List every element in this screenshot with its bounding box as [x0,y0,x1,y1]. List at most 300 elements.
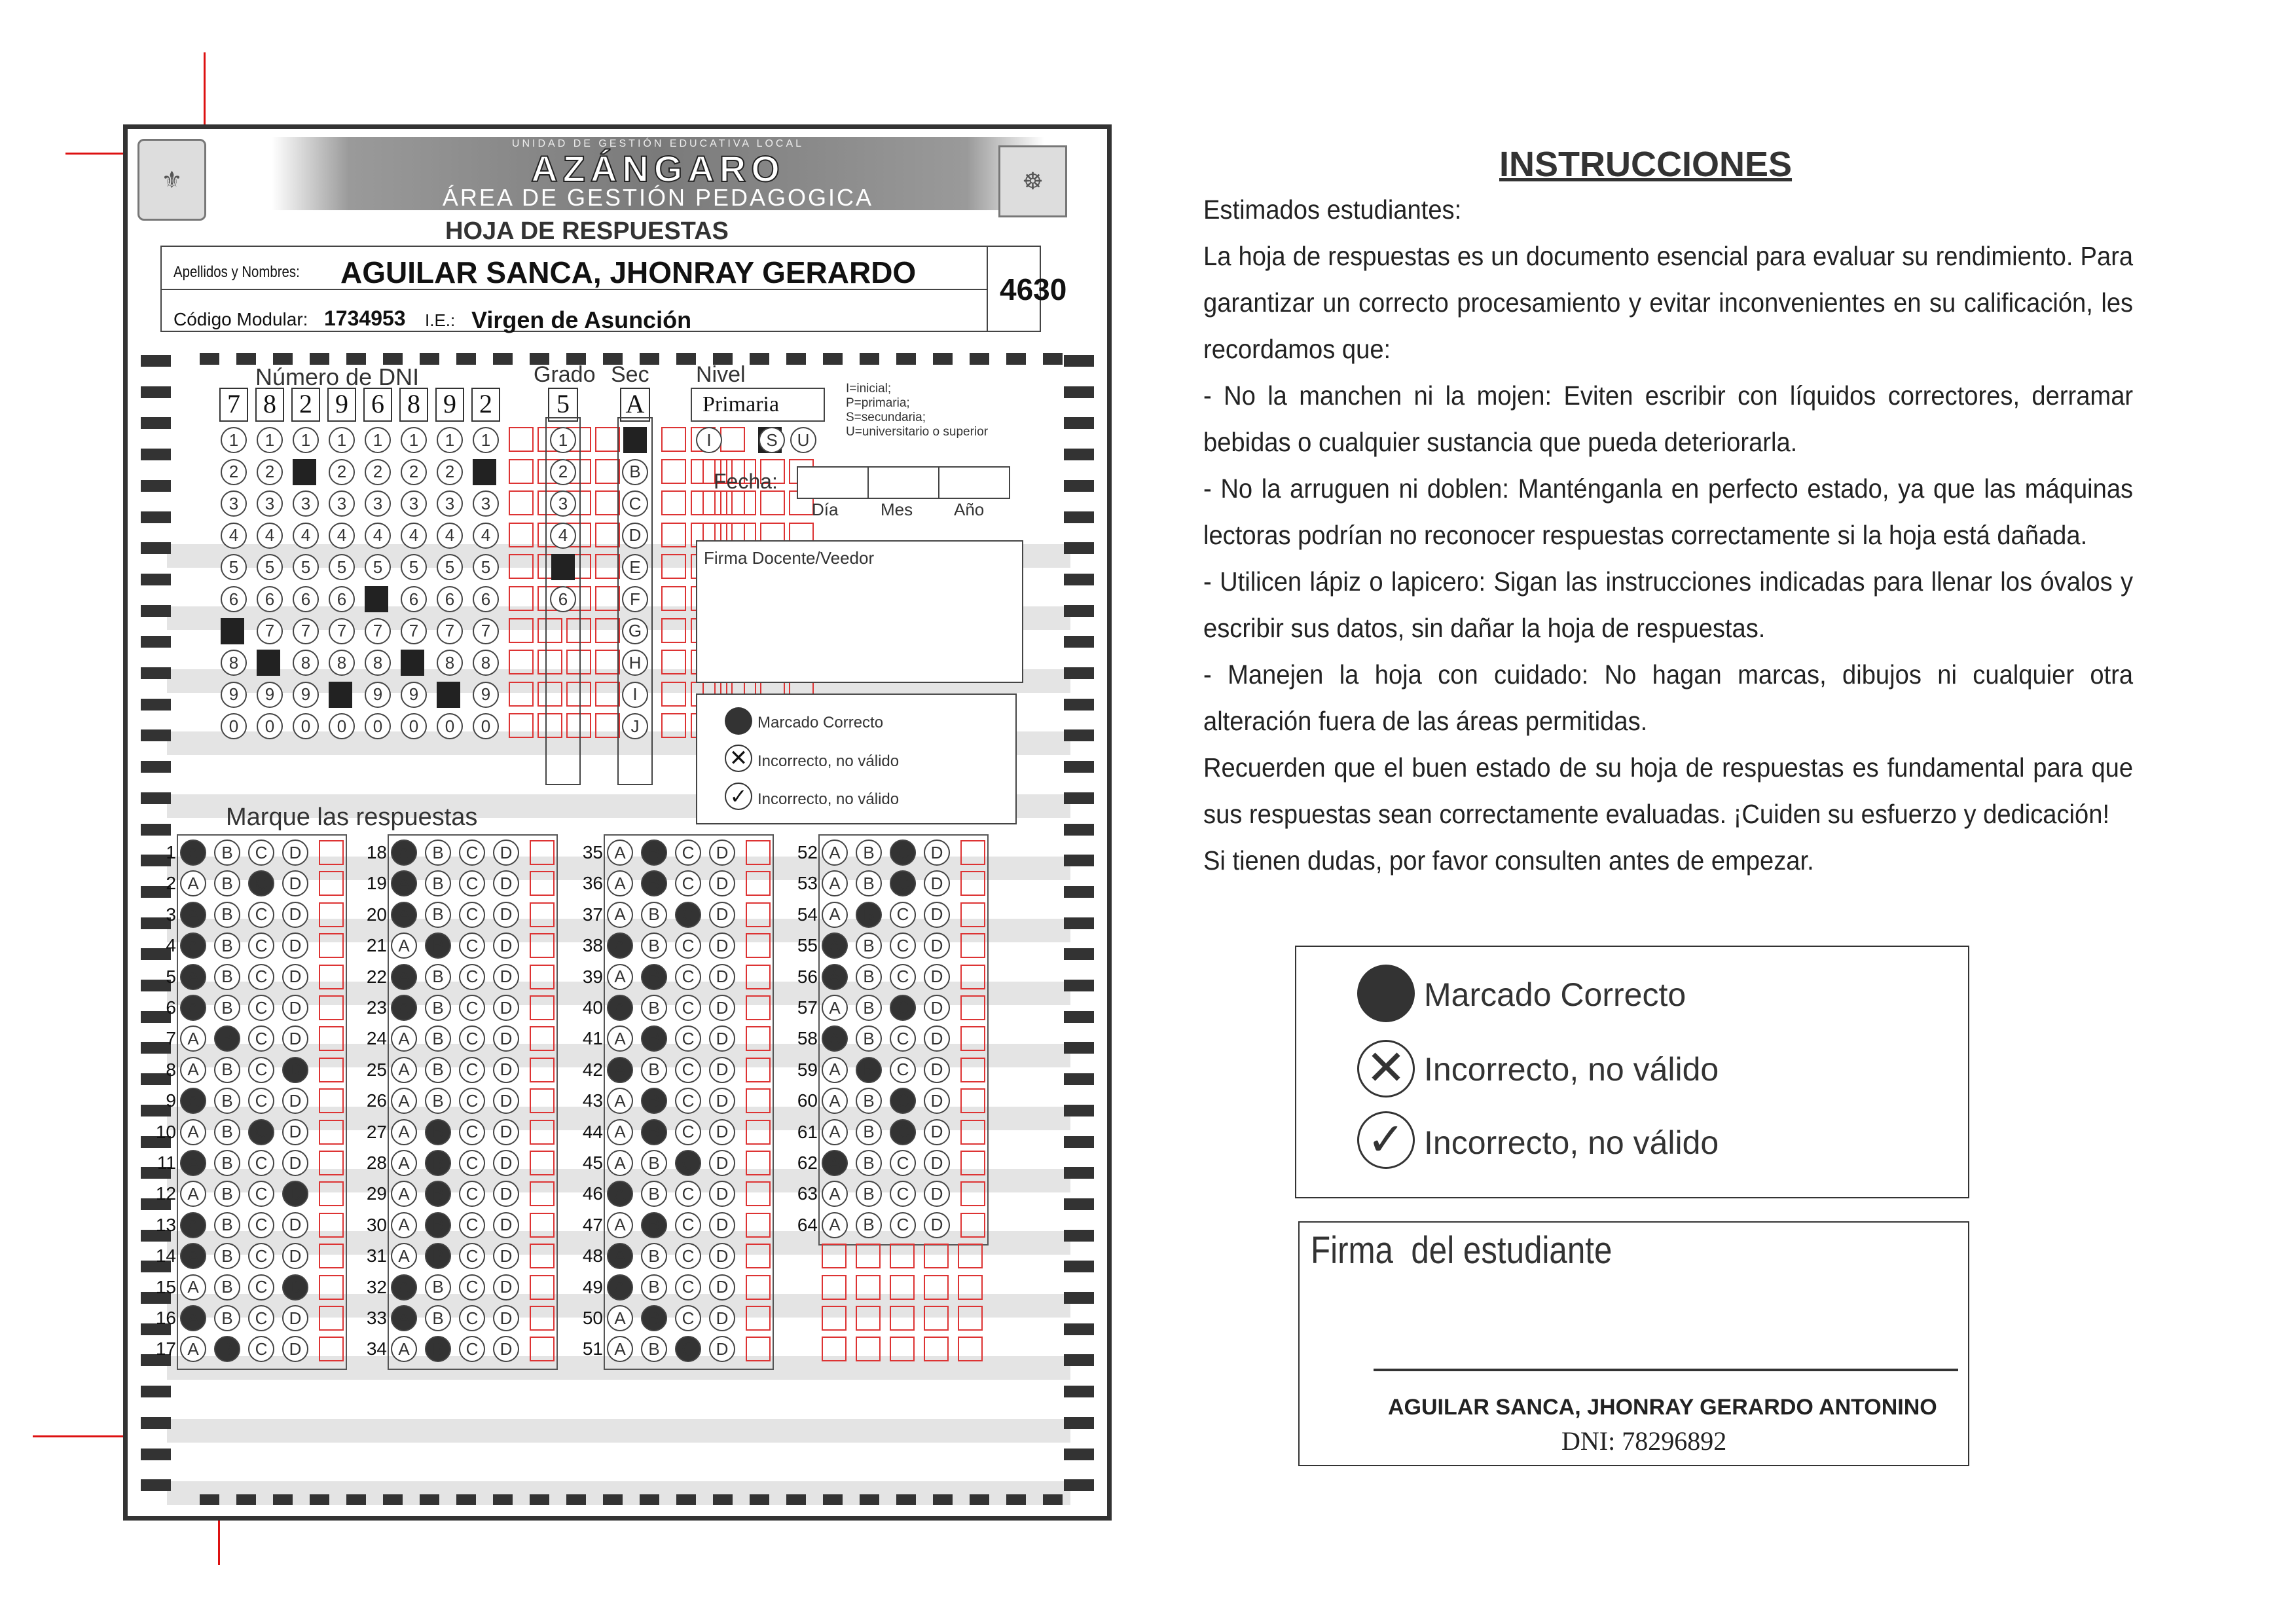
answer-bubble[interactable]: D [709,902,735,928]
answer-bubble-filled[interactable]: B [641,840,667,866]
answer-bubble-filled[interactable]: A [180,1212,206,1238]
answer-bubble[interactable]: D [924,902,950,928]
fecha-month-box[interactable] [867,466,939,499]
answer-bubble-filled[interactable]: A [607,1057,633,1083]
answer-bubble[interactable]: D [282,1119,308,1145]
answer-bubble[interactable]: C [675,1243,701,1269]
dni-bubble[interactable]: 0 [401,713,427,739]
answer-bubble-filled[interactable]: C [890,840,916,866]
dni-bubble[interactable]: 5 [293,554,319,580]
answer-bubble-filled[interactable]: C [675,1336,701,1362]
dni-bubble[interactable]: 8 [365,650,391,676]
answer-bubble[interactable]: D [493,1305,519,1331]
answer-bubble-filled[interactable]: A [180,932,206,959]
answer-bubble[interactable]: D [493,932,519,959]
sec-value-box[interactable]: A [620,388,650,422]
dni-bubble[interactable]: 0 [365,713,391,739]
answer-bubble[interactable]: B [641,932,667,959]
answer-bubble[interactable]: C [459,1243,485,1269]
dni-bubble[interactable]: 7 [257,618,283,644]
answer-bubble[interactable]: C [675,995,701,1021]
dni-bubble[interactable]: 0 [437,713,463,739]
answer-bubble-filled[interactable]: C [890,1088,916,1114]
answer-bubble[interactable]: D [493,840,519,866]
dni-digit-box[interactable]: 8 [399,388,428,422]
answer-bubble[interactable]: A [607,840,633,866]
dni-bubble[interactable]: 0 [293,713,319,739]
answer-bubble[interactable]: C [675,1212,701,1238]
answer-bubble[interactable]: A [822,902,848,928]
dni-bubble[interactable]: 6 [257,586,283,612]
answer-bubble[interactable]: D [709,1243,735,1269]
answer-bubble[interactable]: C [248,1150,274,1176]
answer-bubble[interactable]: D [924,1088,950,1114]
answer-bubble[interactable]: B [641,1274,667,1301]
answer-bubble[interactable]: A [607,1305,633,1331]
answer-bubble[interactable]: D [924,932,950,959]
answer-bubble[interactable]: D [709,995,735,1021]
answer-bubble[interactable]: B [214,1088,240,1114]
answer-bubble-filled[interactable]: A [607,1243,633,1269]
answer-bubble[interactable]: C [248,1057,274,1083]
dni-bubble[interactable]: 7 [473,618,499,644]
dni-bubble[interactable]: 5 [329,554,355,580]
answer-bubble-filled[interactable]: B [425,1150,451,1176]
answer-bubble[interactable]: C [890,1150,916,1176]
answer-bubble[interactable]: D [924,1119,950,1145]
answer-bubble[interactable]: C [248,995,274,1021]
answer-bubble-filled[interactable]: A [391,1274,417,1301]
answer-bubble[interactable]: B [641,1150,667,1176]
answer-bubble[interactable]: A [180,1057,206,1083]
answer-bubble[interactable]: C [459,995,485,1021]
dni-bubble[interactable]: 4 [257,523,283,549]
answer-bubble[interactable]: A [391,1119,417,1145]
answer-bubble-filled[interactable]: A [391,1305,417,1331]
answer-bubble[interactable]: B [425,902,451,928]
dni-bubble[interactable]: 2 [401,459,427,485]
answer-bubble[interactable]: D [282,902,308,928]
answer-bubble[interactable]: D [709,1057,735,1083]
dni-bubble[interactable]: 8 [329,650,355,676]
answer-bubble[interactable]: B [214,995,240,1021]
answer-bubble[interactable]: B [214,964,240,990]
answer-bubble[interactable]: D [709,1150,735,1176]
answer-bubble[interactable]: A [391,1212,417,1238]
answer-bubble-filled[interactable]: A [607,1274,633,1301]
dni-bubble[interactable]: 4 [401,523,427,549]
answer-bubble[interactable]: D [924,870,950,896]
answer-bubble[interactable]: B [425,1088,451,1114]
answer-bubble[interactable]: C [248,902,274,928]
answer-bubble[interactable]: A [391,1025,417,1052]
answer-bubble[interactable]: A [607,964,633,990]
answer-bubble[interactable]: B [214,1212,240,1238]
answer-bubble[interactable]: A [391,1150,417,1176]
answer-bubble[interactable]: B [856,1119,882,1145]
answer-bubble[interactable]: B [641,902,667,928]
grado-bubble[interactable]: 2 [550,459,576,485]
answer-bubble[interactable]: D [709,1088,735,1114]
answer-bubble-filled[interactable]: A [180,1305,206,1331]
answer-bubble[interactable]: D [493,870,519,896]
answer-bubble[interactable]: C [248,840,274,866]
answer-bubble[interactable]: A [607,1088,633,1114]
answer-bubble[interactable]: D [709,964,735,990]
answer-bubble-filled[interactable]: C [248,1119,274,1145]
answer-bubble[interactable]: C [459,1119,485,1145]
answer-bubble[interactable]: D [282,1212,308,1238]
dni-bubble[interactable]: 5 [437,554,463,580]
answer-bubble[interactable]: B [214,1181,240,1207]
answer-bubble[interactable]: A [180,1119,206,1145]
answer-bubble[interactable]: A [822,1088,848,1114]
answer-bubble-filled[interactable]: C [675,902,701,928]
answer-bubble-filled[interactable]: B [856,1057,882,1083]
dni-bubble[interactable]: 8 [293,650,319,676]
answer-bubble-filled[interactable]: A [607,932,633,959]
answer-bubble-filled[interactable]: A [607,1181,633,1207]
answer-bubble[interactable]: B [214,1119,240,1145]
answer-bubble[interactable]: B [641,995,667,1021]
answer-bubble-filled[interactable]: B [641,1212,667,1238]
dni-bubble[interactable]: 1 [437,427,463,453]
answer-bubble[interactable]: C [459,1181,485,1207]
dni-bubble[interactable]: 7 [365,618,391,644]
answer-bubble[interactable]: D [709,1336,735,1362]
answer-bubble[interactable]: C [675,1057,701,1083]
answer-bubble[interactable]: C [675,1119,701,1145]
dni-bubble-filled[interactable] [221,618,244,644]
answer-bubble-filled[interactable]: A [391,840,417,866]
answer-bubble[interactable]: A [822,1119,848,1145]
answer-bubble[interactable]: D [924,995,950,1021]
dni-bubble[interactable]: 3 [365,490,391,517]
answer-bubble[interactable]: A [822,840,848,866]
answer-bubble-filled[interactable]: A [391,870,417,896]
dni-digit-box[interactable]: 7 [219,388,248,422]
answer-bubble[interactable]: D [709,1212,735,1238]
dni-digit-box[interactable]: 9 [327,388,356,422]
dni-bubble[interactable]: 1 [401,427,427,453]
answer-bubble[interactable]: A [391,932,417,959]
dni-bubble-filled[interactable] [257,650,280,676]
dni-bubble-filled[interactable] [401,650,424,676]
answer-bubble[interactable]: A [822,995,848,1021]
answer-bubble-filled[interactable]: B [425,1212,451,1238]
answer-bubble[interactable]: A [607,1212,633,1238]
dni-bubble[interactable]: 5 [401,554,427,580]
answer-bubble[interactable]: C [459,1088,485,1114]
answer-bubble[interactable]: D [924,1057,950,1083]
sec-bubble[interactable]: I [622,682,648,708]
answer-bubble-filled[interactable]: C [248,870,274,896]
dni-bubble[interactable]: 1 [257,427,283,453]
answer-bubble[interactable]: B [214,932,240,959]
dni-bubble[interactable]: 2 [221,459,247,485]
dni-bubble[interactable]: 7 [401,618,427,644]
answer-bubble[interactable]: C [675,1088,701,1114]
dni-bubble[interactable]: 0 [329,713,355,739]
answer-bubble[interactable]: B [214,870,240,896]
answer-bubble[interactable]: A [607,1119,633,1145]
answer-bubble[interactable]: A [607,1336,633,1362]
answer-bubble[interactable]: D [709,932,735,959]
answer-bubble[interactable]: C [890,964,916,990]
answer-bubble[interactable]: D [282,1025,308,1052]
dni-bubble[interactable]: 3 [221,490,247,517]
answer-bubble[interactable]: A [180,1336,206,1362]
dni-bubble[interactable]: 3 [401,490,427,517]
answer-bubble[interactable]: B [425,1025,451,1052]
answer-bubble[interactable]: B [214,1274,240,1301]
answer-bubble[interactable]: B [425,964,451,990]
answer-bubble[interactable]: C [248,1243,274,1269]
answer-bubble[interactable]: D [924,1025,950,1052]
answer-bubble[interactable]: B [425,1057,451,1083]
answer-bubble[interactable]: A [391,1243,417,1269]
dni-bubble[interactable]: 3 [293,490,319,517]
answer-bubble[interactable]: A [607,1150,633,1176]
dni-digit-box[interactable]: 6 [363,388,392,422]
answer-bubble-filled[interactable]: B [214,1025,240,1052]
answer-bubble[interactable]: B [856,1181,882,1207]
answer-bubble[interactable]: C [459,840,485,866]
dni-bubble[interactable]: 1 [329,427,355,453]
answer-bubble-filled[interactable]: A [180,840,206,866]
answer-bubble[interactable]: C [248,1181,274,1207]
dni-bubble[interactable]: 6 [473,586,499,612]
sec-bubble[interactable]: E [622,554,648,580]
answer-bubble[interactable]: B [641,1057,667,1083]
sec-bubble[interactable]: F [622,586,648,612]
fecha-year-box[interactable] [938,466,1010,499]
answer-bubble[interactable]: C [675,1274,701,1301]
answer-bubble-filled[interactable]: A [822,932,848,959]
answer-bubble[interactable]: A [822,1181,848,1207]
answer-bubble-filled[interactable]: C [890,870,916,896]
nivel-bubble[interactable]: I [696,427,722,453]
dni-digit-box[interactable]: 9 [435,388,464,422]
answer-bubble[interactable]: B [856,1150,882,1176]
answer-bubble[interactable]: C [890,1181,916,1207]
answer-bubble-filled[interactable]: B [425,1119,451,1145]
answer-bubble-filled[interactable]: A [180,1243,206,1269]
answer-bubble-filled[interactable]: C [890,1119,916,1145]
dni-bubble[interactable]: 1 [473,427,499,453]
answer-bubble[interactable]: D [709,1274,735,1301]
dni-bubble[interactable]: 9 [257,682,283,708]
answer-bubble[interactable]: A [391,1057,417,1083]
answer-bubble[interactable]: C [248,964,274,990]
dni-bubble[interactable]: 3 [437,490,463,517]
answer-bubble[interactable]: D [493,1336,519,1362]
answer-bubble[interactable]: D [709,840,735,866]
sec-bubble[interactable]: B [622,459,648,485]
dni-bubble[interactable]: 0 [221,713,247,739]
answer-bubble[interactable]: D [493,1025,519,1052]
answer-bubble[interactable]: D [709,1025,735,1052]
answer-bubble[interactable]: B [214,1057,240,1083]
answer-bubble[interactable]: B [641,1181,667,1207]
dni-bubble[interactable]: 7 [437,618,463,644]
answer-bubble[interactable]: A [607,1025,633,1052]
answer-bubble[interactable]: C [248,1305,274,1331]
answer-bubble[interactable]: C [890,1212,916,1238]
answer-bubble[interactable]: D [493,964,519,990]
grado-bubble[interactable]: 4 [550,523,576,549]
answer-bubble[interactable]: B [856,995,882,1021]
answer-bubble[interactable]: A [180,1181,206,1207]
answer-bubble[interactable]: D [493,902,519,928]
answer-bubble[interactable]: B [425,870,451,896]
answer-bubble[interactable]: C [890,1025,916,1052]
answer-bubble[interactable]: D [924,1181,950,1207]
answer-bubble-filled[interactable]: A [180,902,206,928]
answer-bubble[interactable]: D [493,1181,519,1207]
answer-bubble[interactable]: D [493,1057,519,1083]
answer-bubble[interactable]: D [493,1243,519,1269]
dni-bubble[interactable]: 5 [257,554,283,580]
answer-bubble[interactable]: D [282,995,308,1021]
answer-bubble[interactable]: C [459,1150,485,1176]
dni-bubble[interactable]: 5 [221,554,247,580]
answer-bubble[interactable]: D [924,964,950,990]
answer-bubble[interactable]: A [607,902,633,928]
answer-bubble[interactable]: B [641,1243,667,1269]
answer-bubble[interactable]: B [214,902,240,928]
dni-bubble[interactable]: 7 [293,618,319,644]
dni-bubble[interactable]: 3 [257,490,283,517]
dni-bubble-filled[interactable] [437,682,460,708]
answer-bubble-filled[interactable]: B [641,1119,667,1145]
dni-bubble[interactable]: 6 [221,586,247,612]
dni-bubble[interactable]: 2 [437,459,463,485]
answer-bubble[interactable]: C [675,1025,701,1052]
answer-bubble[interactable]: B [856,840,882,866]
answer-bubble-filled[interactable]: A [391,995,417,1021]
answer-bubble[interactable]: B [641,1336,667,1362]
answer-bubble[interactable]: C [459,1025,485,1052]
dni-bubble[interactable]: 6 [329,586,355,612]
dni-bubble-filled[interactable] [329,682,352,708]
answer-bubble[interactable]: C [675,840,701,866]
answer-bubble[interactable]: B [214,1150,240,1176]
answer-bubble[interactable]: D [493,1119,519,1145]
dni-bubble[interactable]: 6 [401,586,427,612]
answer-bubble[interactable]: D [924,1212,950,1238]
sec-bubble[interactable]: D [622,523,648,549]
dni-digit-box[interactable]: 2 [291,388,320,422]
answer-bubble-filled[interactable]: A [391,964,417,990]
answer-bubble-filled[interactable]: A [180,995,206,1021]
dni-bubble[interactable]: 9 [293,682,319,708]
dni-bubble[interactable]: 6 [293,586,319,612]
answer-bubble[interactable]: D [282,1336,308,1362]
answer-bubble[interactable]: D [924,840,950,866]
answer-bubble[interactable]: C [675,964,701,990]
answer-bubble[interactable]: C [248,932,274,959]
answer-bubble-filled[interactable]: A [607,995,633,1021]
answer-bubble[interactable]: B [856,1212,882,1238]
dni-bubble[interactable]: 5 [473,554,499,580]
answer-bubble[interactable]: D [709,870,735,896]
answer-bubble[interactable]: C [248,1025,274,1052]
answer-bubble[interactable]: D [493,1150,519,1176]
dni-bubble[interactable]: 7 [329,618,355,644]
answer-bubble[interactable]: D [493,1212,519,1238]
answer-bubble[interactable]: C [890,932,916,959]
answer-bubble[interactable]: B [856,932,882,959]
answer-bubble-filled[interactable]: A [822,1025,848,1052]
answer-bubble-filled[interactable]: A [180,1088,206,1114]
dni-bubble[interactable]: 6 [437,586,463,612]
grado-value-box[interactable]: 5 [548,388,578,422]
answer-bubble[interactable]: C [890,1057,916,1083]
answer-bubble-filled[interactable]: B [641,1305,667,1331]
answer-bubble[interactable]: A [822,1057,848,1083]
sec-bubble[interactable]: C [622,490,648,517]
dni-bubble[interactable]: 4 [221,523,247,549]
answer-bubble-filled[interactable]: A [822,1150,848,1176]
answer-bubble-filled[interactable]: A [180,1150,206,1176]
answer-bubble[interactable]: B [214,1243,240,1269]
answer-bubble[interactable]: C [248,1274,274,1301]
grado-bubble[interactable]: 1 [550,427,576,453]
dni-bubble-filled[interactable] [365,586,388,612]
answer-bubble[interactable]: A [822,1212,848,1238]
answer-bubble[interactable]: D [282,1305,308,1331]
dni-bubble[interactable]: 4 [329,523,355,549]
answer-bubble[interactable]: B [856,1088,882,1114]
dni-bubble-filled[interactable] [473,459,496,485]
dni-bubble[interactable]: 1 [365,427,391,453]
answer-bubble[interactable]: B [425,995,451,1021]
dni-bubble[interactable]: 8 [437,650,463,676]
answer-bubble[interactable]: C [459,932,485,959]
answer-bubble[interactable]: D [924,1150,950,1176]
answer-bubble[interactable]: C [459,902,485,928]
answer-bubble[interactable]: C [675,1181,701,1207]
dni-bubble[interactable]: 5 [365,554,391,580]
answer-bubble[interactable]: D [493,1088,519,1114]
dni-bubble[interactable]: 0 [257,713,283,739]
fecha-day-box[interactable] [797,466,869,499]
answer-bubble[interactable]: D [493,1274,519,1301]
nivel-bubble[interactable]: S [759,427,785,453]
answer-bubble[interactable]: B [425,1305,451,1331]
dni-bubble[interactable]: 0 [473,713,499,739]
dni-bubble[interactable]: 9 [365,682,391,708]
dni-bubble[interactable]: 2 [257,459,283,485]
answer-bubble[interactable]: D [282,840,308,866]
answer-bubble[interactable]: B [425,1274,451,1301]
answer-bubble[interactable]: D [282,964,308,990]
answer-bubble[interactable]: D [282,932,308,959]
answer-bubble[interactable]: A [607,870,633,896]
dni-bubble[interactable]: 3 [473,490,499,517]
answer-bubble[interactable]: A [180,1274,206,1301]
answer-bubble[interactable]: B [856,964,882,990]
sec-bubble[interactable]: H [622,650,648,676]
dni-bubble-filled[interactable] [293,459,316,485]
grado-bubble[interactable]: 3 [550,490,576,517]
dni-bubble[interactable]: 9 [473,682,499,708]
answer-bubble[interactable]: C [248,1212,274,1238]
answer-bubble-filled[interactable]: B [425,932,451,959]
answer-bubble[interactable]: B [856,870,882,896]
answer-bubble[interactable]: C [459,1336,485,1362]
